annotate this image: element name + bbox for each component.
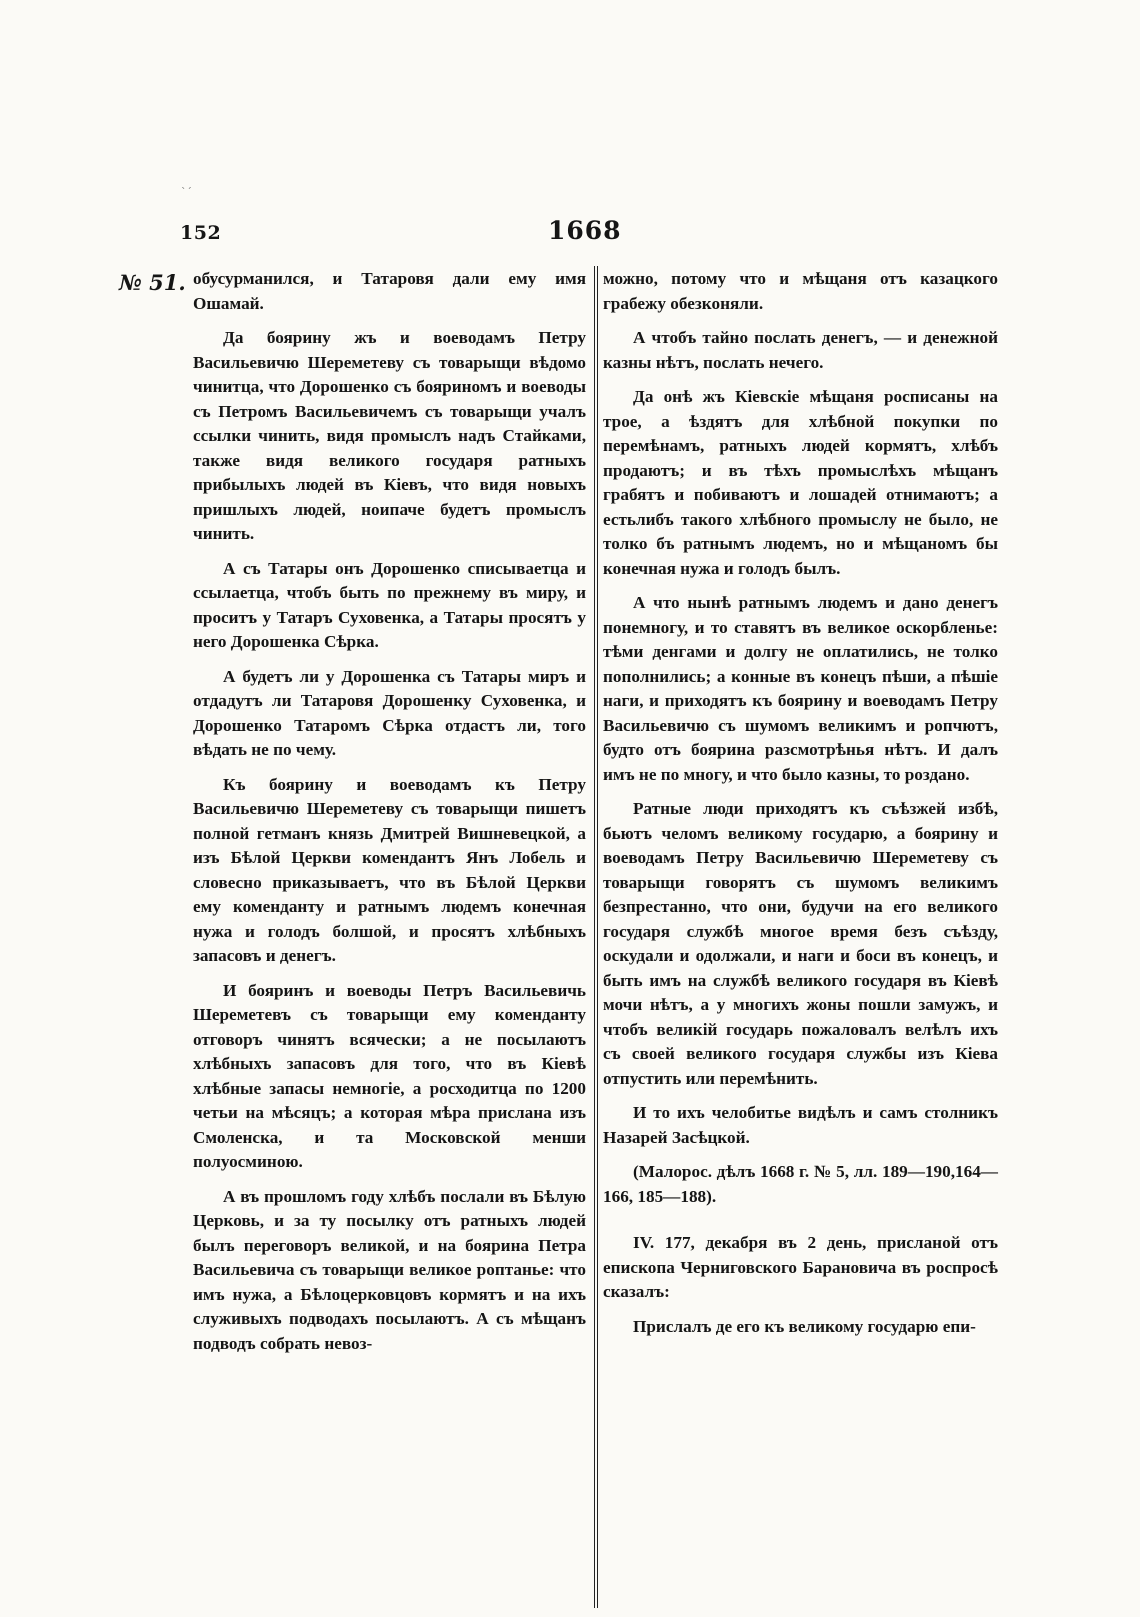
paragraph: можно, потому что и мѣщаня отъ казацкого грабежу обезконяли. [603,269,998,313]
paragraph: И бояринъ и воеводы Петръ Васильевичь Шереметевъ съ товарыщи ему коменданту отговоръ чинятъ всячески; а не посылаютъ хлѣбныхъ запасовъ для того, что въ Кіевѣ хлѣбные запасы немногіе, а росходитца по 1200 четьи на мѣсяцъ; а которая мѣра прислана изъ Смоленска, и та Московской менши полуосминою. [193,980,586,1171]
document-number: № 51. [119,270,186,295]
paragraph: А въ прошломъ году хлѣбъ послали въ Бѣлую Церковь, и за ту посылку отъ ратныхъ людей былъ переговоръ великой, и на боярина Петра Васильевича съ товарыщи великое роптанье: что имъ нужа, а Бѣлоцерковцовъ кормятъ и на ихъ служивыхъ подводахъ посылаютъ. А съ мѣщанъ подводъ собрать невоз- [193,1186,586,1353]
section-heading-paragraph: IV. 177, декабря въ 2 день, присланой отъ епископа Черниговского Барановича въ роспросѣ сказалъ: [603,1233,998,1301]
right-column [603,267,998,1349]
paragraph: Да боярину жъ и воеводамъ Петру Васильевичю Шереметеву съ товарыщи вѣдомо чинитца, что Дорошенко съ бояриномъ и воеводы съ Петромъ Васильевичемъ съ товарыщи учалъ ссылки чинить, видя промыслъ надъ Стайками, также видя великого государя ратныхъ прибылыхъ людей въ Кіевъ, что видя новыхъ пришлыхъ людей, ноипаче будетъ промыслъ чинить. [193,328,586,543]
left-column [193,267,586,1366]
paragraph: Прислалъ де его къ великому государю епи- [633,1316,976,1336]
archive-citation: (Малорос. дѣлъ 1668 г. № 5, лл. 189—190,164—166, 185—188). [603,1162,998,1206]
column-divider [594,266,598,1608]
paragraph: Ратные люди приходятъ къ съѣзжей избѣ, бьютъ челомъ великому государю, а боярину и воеводамъ Петру Васильевичю Шереметеву съ товарыщи говорятъ съ шумомъ великимъ безпрестанно, что они, будучи на его великого государя службѣ многое время безъ съѣзду, оскудали и одолжали, и наги и боси въ конецъ, и быть имъ на службѣ великого государя въ Кіевѣ мочи нѣтъ, а у многихъ жоны пошли замужъ, и чтобъ великій государь пожаловалъ велѣлъ ихъ съ своей великого государя службы изъ Кіева отпустить или перемѣнить. [603,799,998,1088]
page-number: 152 [180,222,222,244]
stray-ink-mark: ˋˊ [181,186,192,199]
paragraph: А будетъ ли у Дорошенка съ Татары миръ и отдадутъ ли Татаровя Дорошенку Суховенка, и Дорошенко Татаромъ Сѣрка отдастъ ли, того вѣдать не по чему. [193,666,586,759]
paragraph: А что нынѣ ратнымъ людемъ и дано денегъ понемногу, и то ставятъ въ великое оскорбленье: тѣми денгами и долгу не оплатились, не толко пополнились; а конные въ конецъ пѣши, а пѣшіе наги, и приходятъ къ боярину и воеводамъ Петру Васильевичю съ шумомъ великимъ и ропчютъ, будто отъ боярина разсмотрѣнья нѣтъ. И далъ имъ не по многу, и что было казны, то роздано. [603,593,998,784]
paragraph: А съ Татары онъ Дорошенко списываетца и ссылаетца, чтобъ быть по прежнему въ миру, и проситъ у Татаръ Суховенка, а Татары просятъ у него Дорошенка Сѣрка. [193,558,586,651]
paragraph: Къ боярину и воеводамъ къ Петру Васильевичю Шереметеву съ товарыщи пишетъ полной гетманъ князь Дмитрей Вишневецкой, а изъ Бѣлой Церкви комендантъ Янъ Лобель и словесно приказываетъ, что въ Бѣлой Церкви ему коменданту и ратнымъ людемъ конечная нужа и голодъ болшой, и просятъ хлѣбныхъ запасовъ и денегъ. [193,774,586,965]
paragraph: обусурманился, и Татаровя дали ему имя Ошамай. [193,269,586,313]
paragraph: И то ихъ челобитье видѣлъ и самъ столникъ Назарей Засѣцкой. [603,1103,998,1147]
paragraph: Да онѣ жъ Кіевскіе мѣщаня росписаны на трое, а ѣздятъ для хлѣбной покупки по перемѣнамъ, ратныхъ людей кормятъ, хлѣбъ продаютъ; и въ тѣхъ промыслѣхъ мѣщанъ грабятъ и побиваютъ и лошадей отнимаютъ; а естьлибъ такого хлѣбного промыслу не было, не толко бъ ратнымъ людемъ, но и мѣщаномъ бы конечная нужа и голодъ былъ. [603,387,998,578]
paragraph: А чтобъ тайно послать денегъ, — и денежной казны нѣтъ, послать нечего. [603,328,998,372]
year-header: 1668 [548,216,622,245]
